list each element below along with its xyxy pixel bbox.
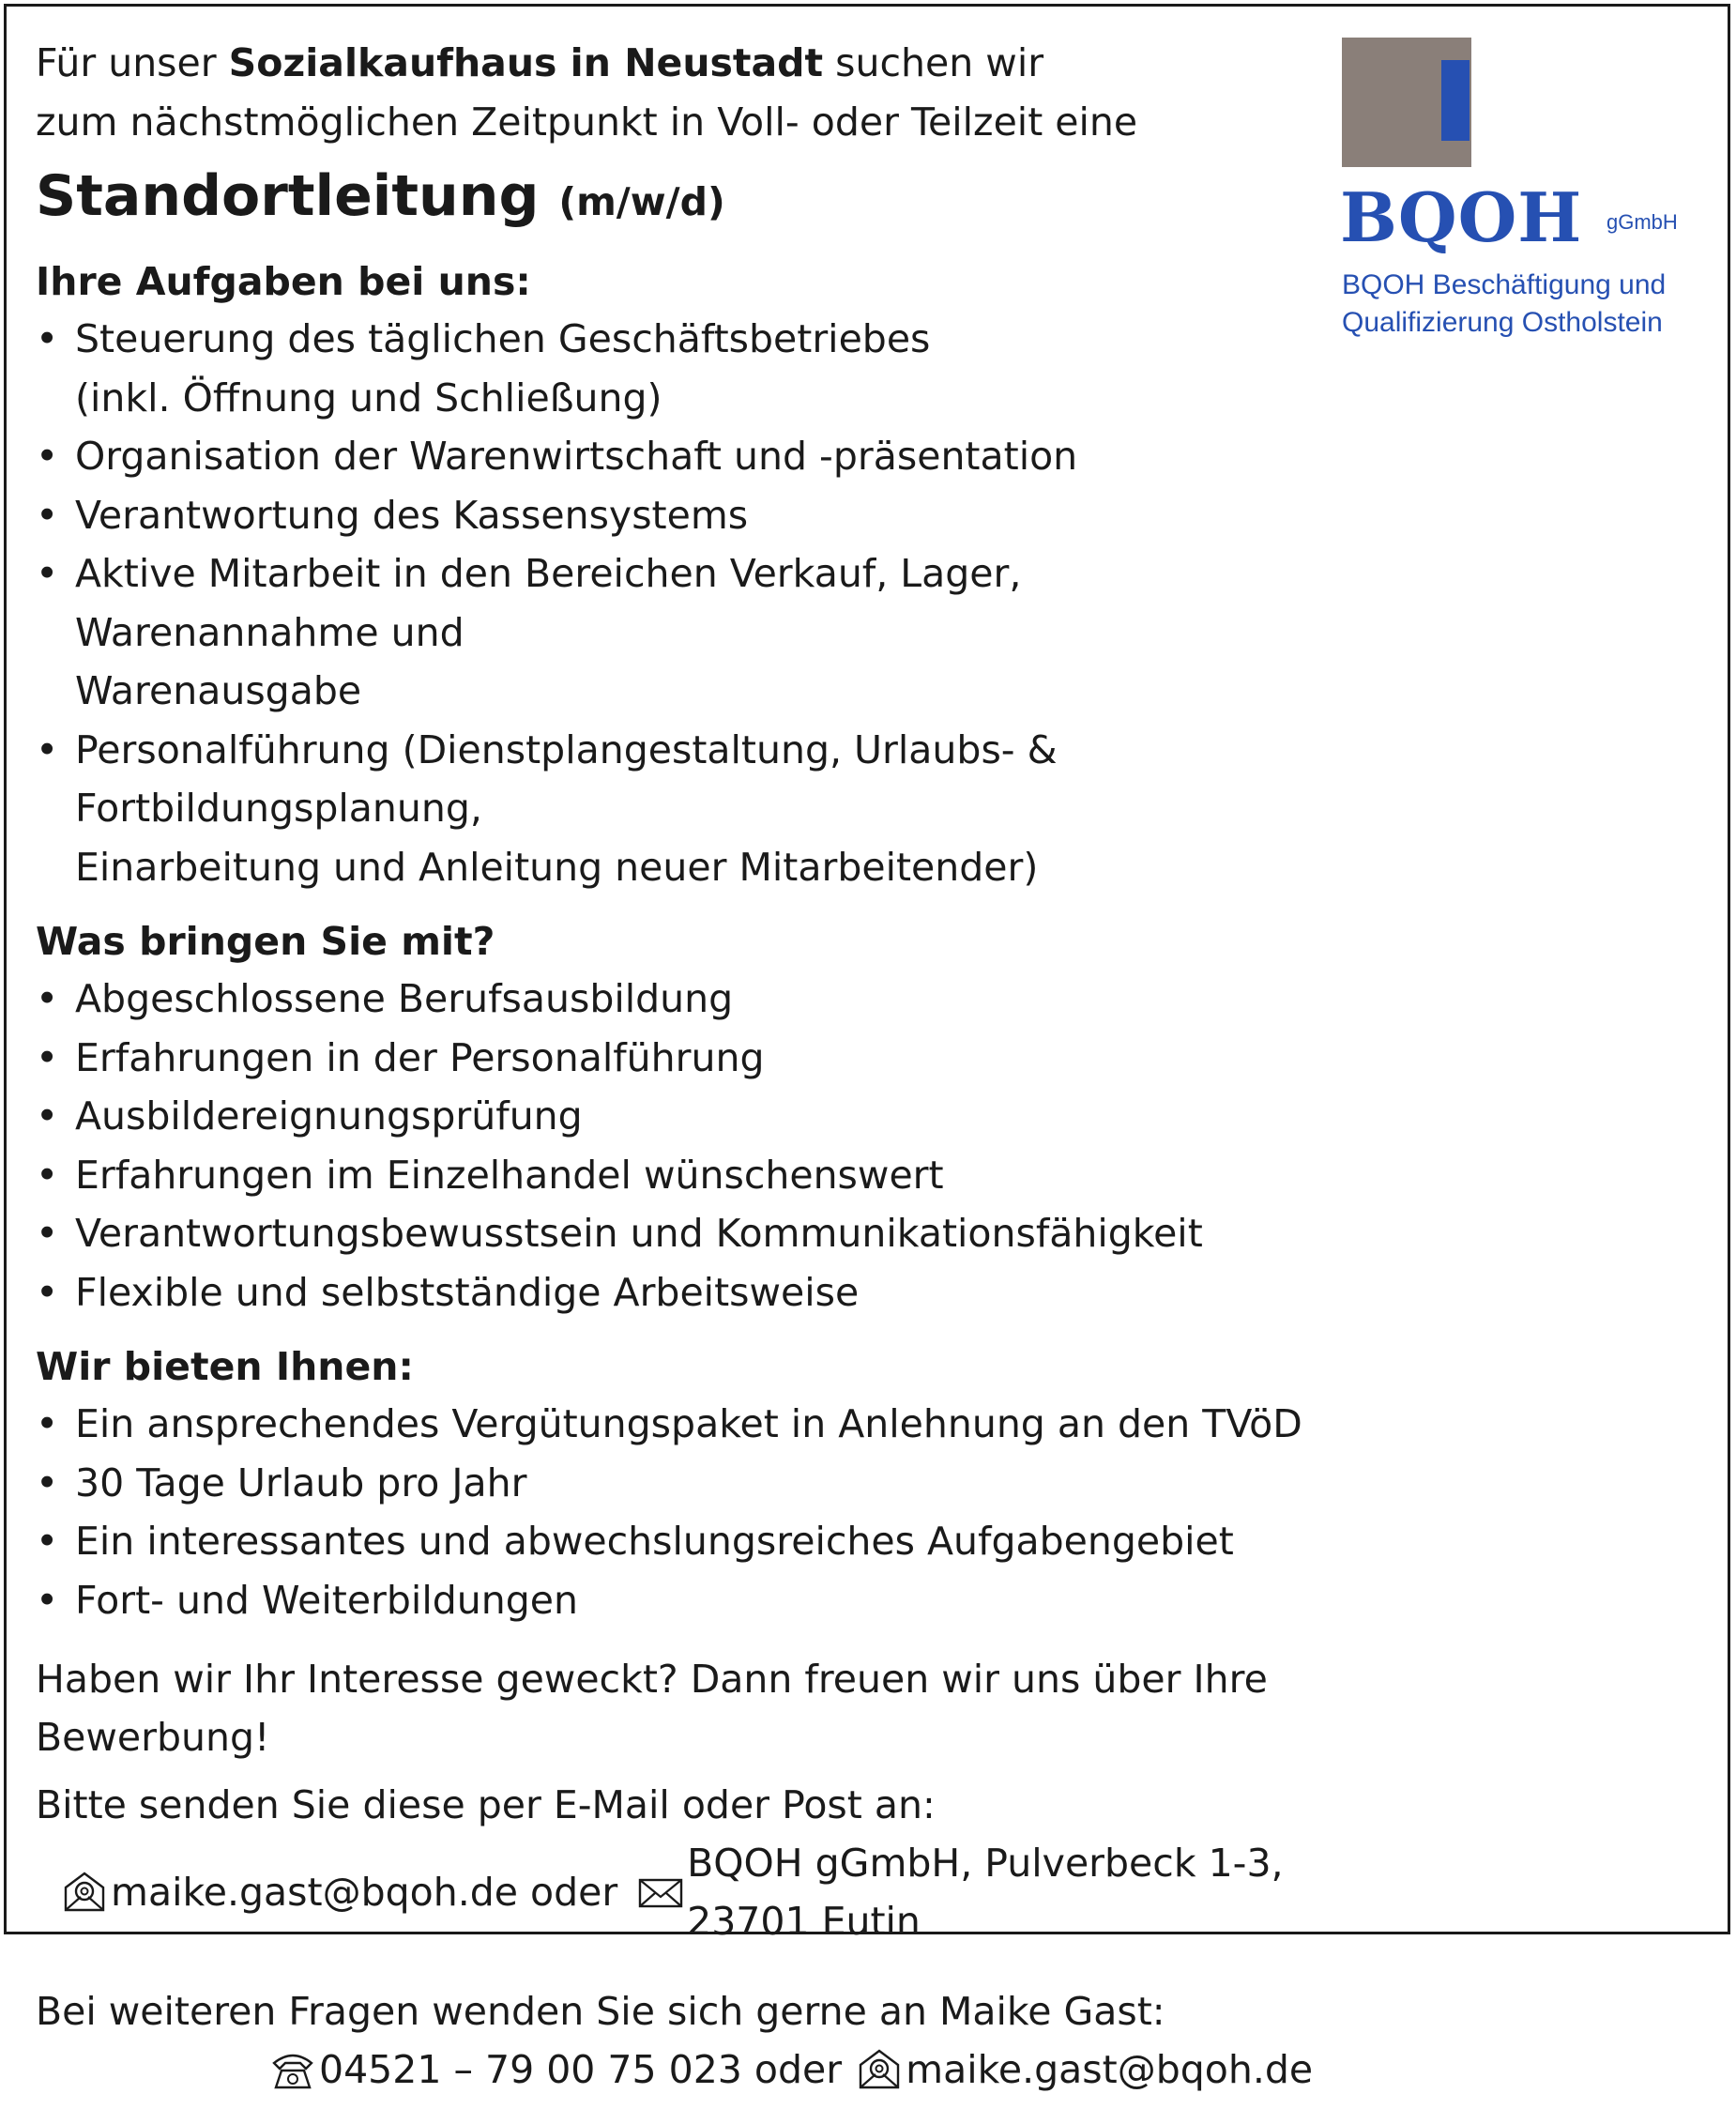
logo-name: BQOH (1340, 177, 1583, 257)
list-item: • Personalführung (Dienstplangestaltung, Urlaubs- & Fortbildungsplanung, (36, 721, 1331, 838)
list-item: • Ein interessantes und abwechslungsreiches Aufgabengebiet (36, 1512, 1331, 1571)
requirements-list (36, 970, 1331, 1322)
logo-subtitle (1342, 267, 1666, 342)
or-word: oder (530, 1870, 618, 1915)
list-item: • 30 Tage Urlaub pro Jahr (36, 1454, 1331, 1513)
email-icon (60, 1869, 109, 1916)
send-prompt: Bitte senden Sie diese per E-Mail oder Post an: (36, 1782, 936, 1827)
application-contact-row (36, 1834, 1331, 1950)
logo-subtitle-line-1: BQOH Beschäftigung und (1342, 269, 1667, 300)
job-ad-content (36, 34, 1331, 2099)
list-item: • Organisation der Warenwirtschaft und -präsentation (36, 427, 1331, 486)
list-item: • Ausbildereignungsprüfung (36, 1087, 1331, 1146)
list-item-continuation: (inkl. Öffnung und Schließung) (75, 374, 662, 420)
list-item: • Verantwortungsbewusstsein und Kommunikationsfähigkeit (36, 1204, 1331, 1263)
offer-heading: Wir bieten Ihnen: (36, 1344, 414, 1389)
list-item: • Fort- und Weiterbildungen (36, 1571, 1331, 1630)
logo-subtitle-line-2: Qualifizierung Ostholstein (1342, 307, 1663, 338)
tasks-heading: Ihre Aufgaben bei uns: (36, 259, 531, 304)
list-item: • Erfahrungen in der Personalführung (36, 1029, 1331, 1088)
email-link[interactable]: maike.gast@bqoh.de (111, 1870, 518, 1915)
email-icon (855, 2046, 904, 2093)
postal-address: BQOH gGmbH, Pulverbeck 1-3, 23701 Eutin (687, 1841, 1284, 1944)
phone-icon (268, 2046, 317, 2093)
questions-prompt: Bei weiteren Fragen wenden Sie sich gerne an Maike Gast: (36, 1989, 1165, 2034)
gender-suffix: (m/w/d) (558, 179, 725, 224)
list-item-continuation: Warenausgabe (75, 668, 362, 713)
list-item: • Abgeschlossene Berufsausbildung (36, 970, 1331, 1029)
interest-text: Haben wir Ihr Interesse geweckt? Dann freuen wir uns über Ihre Bewerbung! (36, 1657, 1268, 1760)
logo-legal-form: gGmbH (1607, 210, 1678, 234)
list-item-continuation: Einarbeitung und Anleitung neuer Mitarbeitender) (75, 844, 1039, 890)
letter-icon (636, 1869, 685, 1916)
offer-list (36, 1395, 1331, 1629)
requirements-heading: Was bringen Sie mit? (36, 919, 495, 964)
logo-bar (1441, 60, 1470, 141)
intro-line-2: zum nächstmöglichen Zeitpunkt in Voll- oder Teilzeit eine (36, 99, 1138, 145)
phone-link[interactable]: 04521 – 79 00 75 023 (319, 2047, 742, 2092)
list-item: • Ein ansprechendes Vergütungspaket in Anlehnung an den TVöD (36, 1395, 1331, 1454)
job-title: Standortleitung (m/w/d) (36, 163, 725, 229)
list-item: • Aktive Mitarbeit in den Bereichen Verkauf, Lager, Warenannahme und (36, 544, 1331, 662)
list-item: • Steuerung des täglichen Geschäftsbetriebes (36, 310, 1331, 369)
company-logo (1340, 36, 1706, 345)
or-word: oder (754, 2047, 843, 2092)
intro-line-1: Für unser Sozialkaufhaus in Neustadt suchen wir (36, 40, 1044, 85)
list-item: • Verantwortung des Kassensystems (36, 486, 1331, 545)
questions-contact-row (36, 2040, 1331, 2099)
email-link[interactable]: maike.gast@bqoh.de (906, 2047, 1314, 2092)
list-item: • Erfahrungen im Einzelhandel wünschenswert (36, 1146, 1331, 1205)
tasks-list (36, 310, 1331, 896)
list-item: • Flexible und selbstständige Arbeitsweise (36, 1263, 1331, 1322)
